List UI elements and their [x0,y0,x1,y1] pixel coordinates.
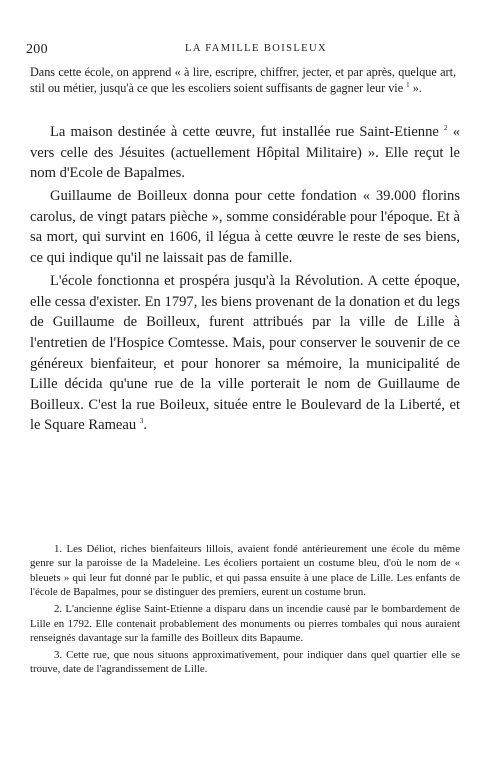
body-text [30,122,460,438]
running-title: LA FAMILLE BOISLEUX [185,43,327,54]
paragraph-1-part1: La maison destinée à cette œuvre, fut installée rue Saint-Etienne [50,124,445,140]
footnote-ref-3: 3 [139,417,144,426]
footnote-3: 3. Cette rue, que nous situons approximativement, pour indiquer dans quel quartier elle se trouve, date de l'agrandissement de Lille. [30,648,460,676]
paragraph-2: Guillaume de Boilleux donna pour cette fondation « 39.000 florins carolus, de vingt patars pièche », somme considérable pour l'époque. Et à sa mort, qui survint en 1606, il légua à cette œuvre le reste de ses biens, ce qui indique qu'il ne laissait pas de famille. [30,188,460,267]
footnote-1: 1. Les Déliot, riches bienfaiteurs lillois, avaient fondé antérieurement une école du même genre sur la paroisse de la Madeleine. Les écoliers portaient un costume bleu, d'où le nom de « bleuets » qui leur fut donné par le public, et qui passa ensuite à une place de Lille. Les enfants de l'école de Bapalmes, pour se distinguer des premiers, eurent un costume brun. [30,543,460,599]
footnotes [30,542,460,679]
paragraph-1-part2: « vers celle des Jésuites (actuellement Hôpital Militaire) ». Elle reçut le nom d'Ecole de Bapalmes. [30,124,460,182]
quote-text: Dans cette école, on apprend « à lire, escripre, chiffrer, jecter, et par après, quelque art, stil ou métier, jusqu'à ce que les escoliers soient suffisants de gagner leur vie [30,65,456,95]
paragraph-3 [30,271,460,436]
quote-tail: ». [409,81,422,95]
paragraph-3-tail: . [143,417,147,434]
page-header [26,42,466,58]
footnote-ref-1: 1 [406,80,410,89]
paragraph-3-text: L'école fonctionna et prospéra jusqu'à la Révolution. A cette époque, elle cessa d'exister. En 1797, les biens provenant de la donation et du legs de Guillaume de Boilleux, furent attribués par la ville de Lille à l'entretien de l'Hospice Comtesse. Mais, pour conserver le souvenir de ce généreux bienfaiteur, et pour honorer sa mémoire, la municipalité de Lille décida qu'une rue de la ville porterait le nom de Guillaume de Boilleux. C'est la rue Boileux, située entre le Boulevard de la Liberté, et le Square Rameau [30,273,460,434]
paragraph-1 [30,122,460,184]
page-number: 200 [26,42,48,57]
footnote-ref-2: 2 [444,124,448,133]
footnote-2: 2. L'ancienne église Saint-Etienne a disparu dans un incendie causé par le bombardement de Lille en 1792. Elle contenait probablement des monuments ou pierres tombales qui nous auraient renseignés davantage sur la famille des Boilleux dits Bapaume. [30,603,460,644]
quoted-passage [30,64,456,96]
